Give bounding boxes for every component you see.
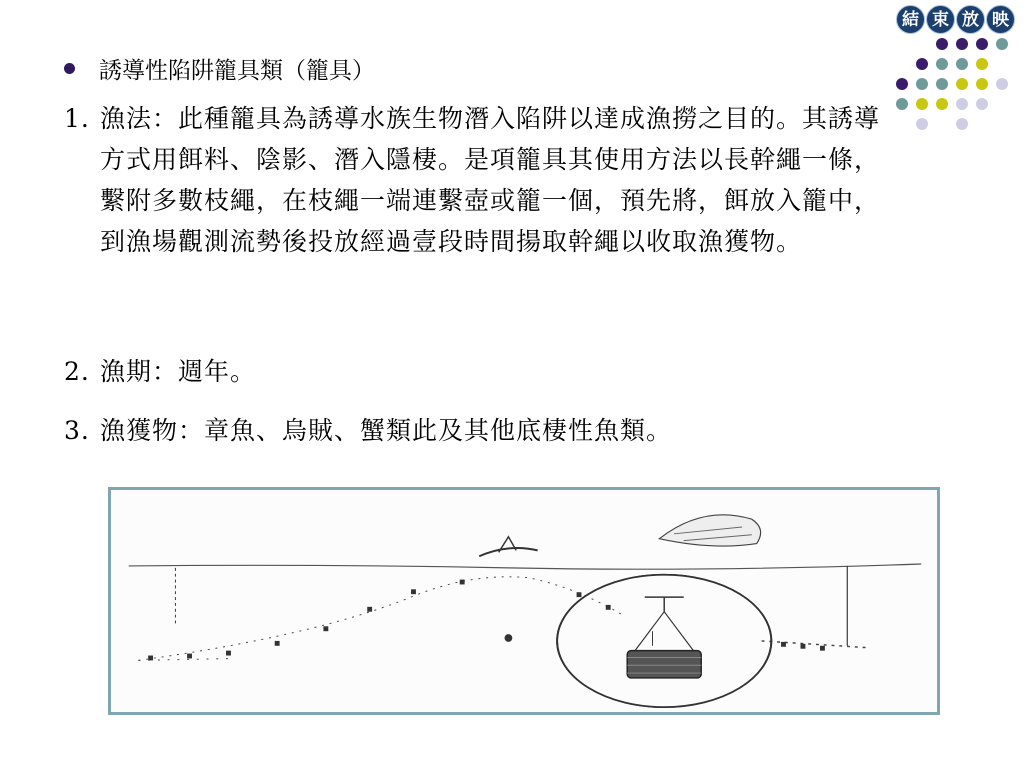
decorative-dot	[956, 98, 968, 110]
end-show-button[interactable]	[896, 5, 1015, 34]
list-item	[64, 98, 888, 262]
item-number: 3.	[64, 416, 90, 445]
decorative-dot	[956, 118, 968, 130]
list-item	[64, 351, 256, 392]
heading-text: 誘導性陷阱籠具類（籠具）	[99, 58, 375, 84]
trap-illustration	[108, 487, 940, 715]
bullet-icon	[64, 63, 75, 74]
list-item	[64, 410, 672, 451]
logo-char: 放	[956, 5, 985, 34]
item-number: 1.	[64, 104, 90, 133]
decorative-dot	[996, 78, 1008, 90]
decorative-dot	[936, 98, 948, 110]
decorative-dot	[936, 58, 948, 70]
decorative-dot	[956, 38, 968, 50]
decorative-dot	[896, 78, 908, 90]
decorative-dot	[916, 78, 928, 90]
trap-diagram	[111, 490, 937, 712]
item-text: 漁獲物：章魚、烏賊、蟹類此及其他底棲性魚類。	[100, 416, 673, 445]
decorative-dot	[956, 58, 968, 70]
decorative-dot	[936, 38, 948, 50]
logo-char: 映	[986, 5, 1015, 34]
decorative-dot	[916, 58, 928, 70]
item-text: 漁法：此種籠具為誘導水族生物潛入陷阱以達成漁撈之目的。其誘導方式用餌料、陰影、潛入隱棲。是項籠具其使用方法以長幹繩一條，繫附多數枝繩，在枝繩一端連繫壺或籠一個，預先將，餌放入籠中，到漁場觀測流勢後投放經過壹段時間揚取幹繩以收取漁獲物。	[100, 104, 881, 256]
logo-char: 結	[896, 5, 925, 34]
decorative-dot	[896, 98, 908, 110]
decorative-dot	[916, 118, 928, 130]
logo-char: 束	[926, 5, 955, 34]
decorative-dot	[976, 58, 988, 70]
item-number: 2.	[64, 357, 90, 386]
decorative-dot	[956, 78, 968, 90]
slide-heading	[64, 52, 375, 85]
decorative-dot	[996, 38, 1008, 50]
item-text: 漁期：週年。	[100, 357, 257, 386]
decorative-dot	[976, 78, 988, 90]
decorative-dot	[936, 78, 948, 90]
decorative-dot	[976, 38, 988, 50]
decorative-dot	[976, 98, 988, 110]
decorative-dot	[916, 98, 928, 110]
